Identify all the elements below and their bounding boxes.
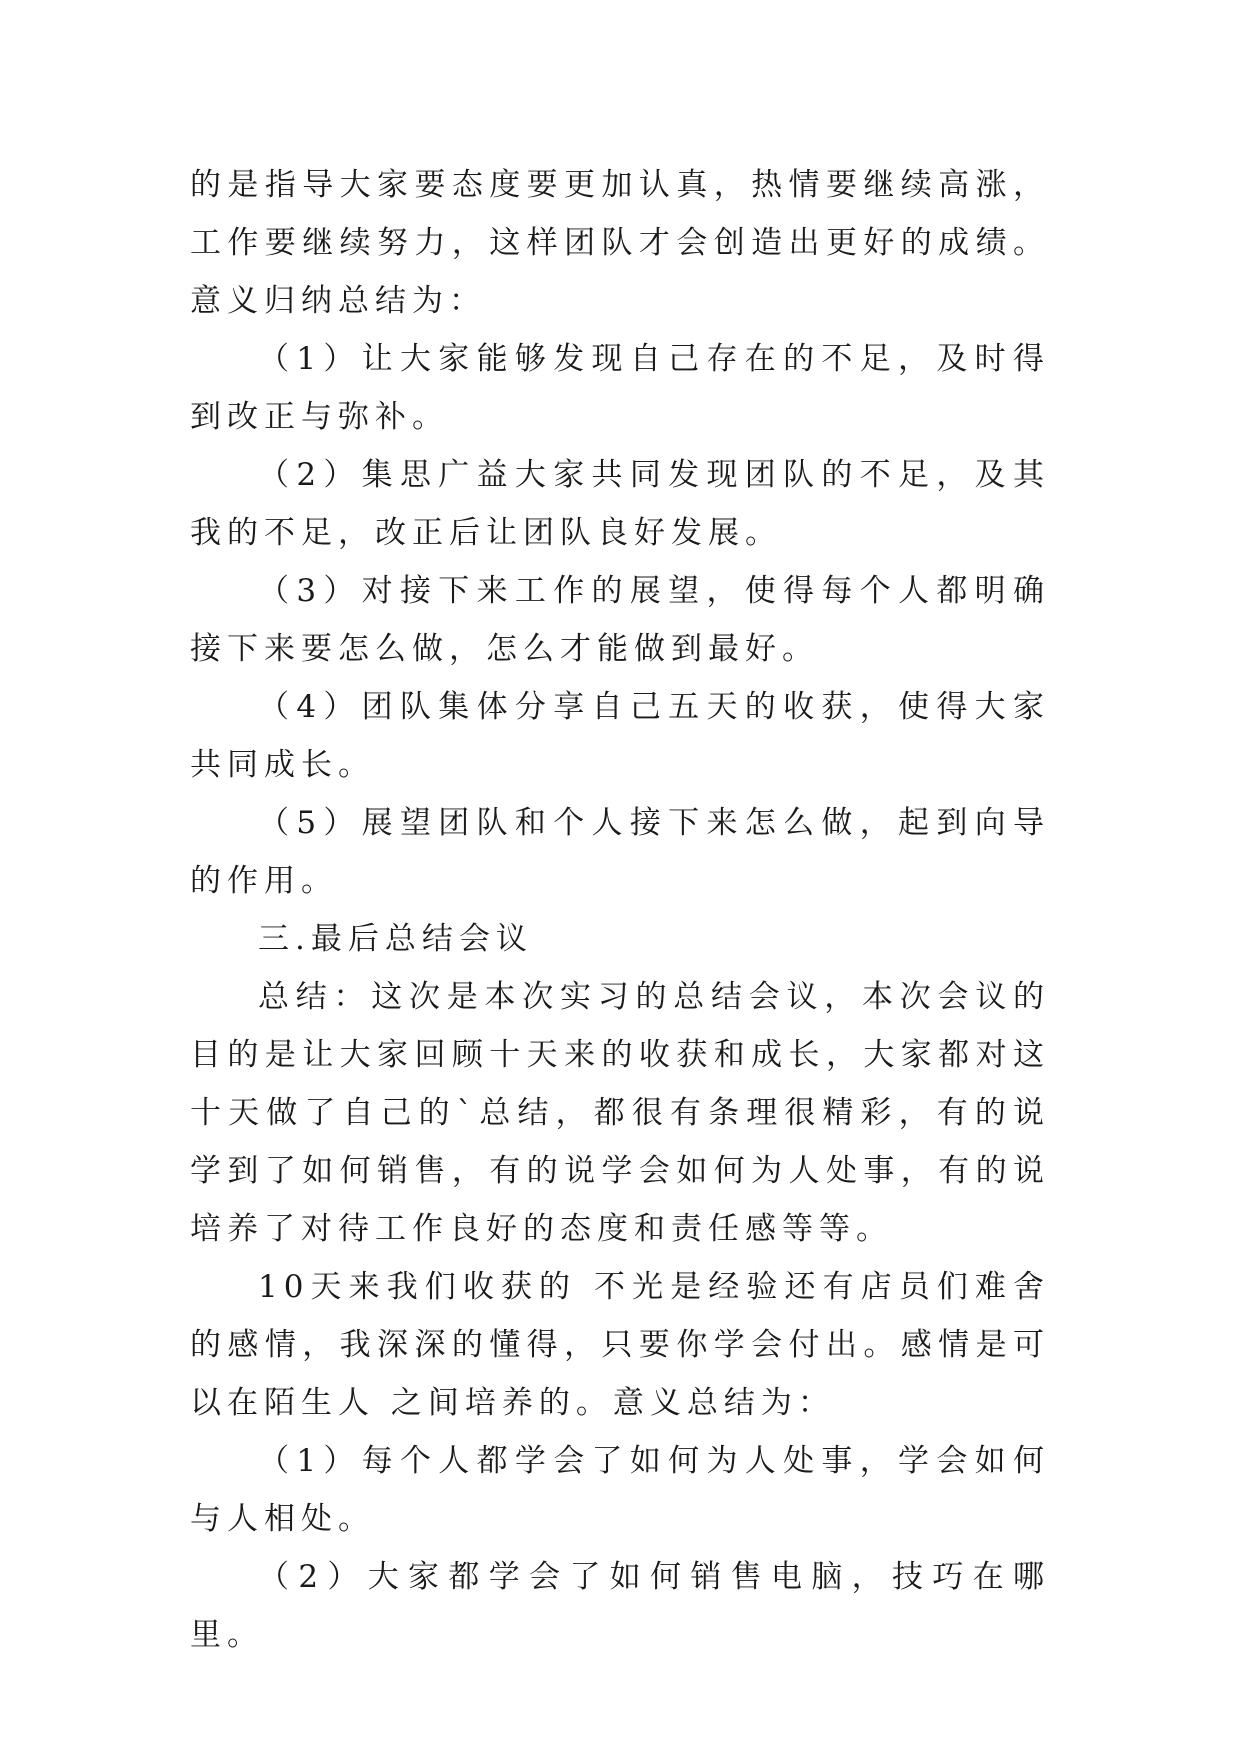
list-item-1: （1）让大家能够发现自己存在的不足，及时得到改正与弥补。 — [190, 341, 1050, 435]
list-item-2: （2）集思广益大家共同发现团队的不足，及其我的不足，改正后让团队良好发展。 — [190, 457, 1050, 551]
list-item-5: （5）展望团队和个人接下来怎么做，起到向导的作用。 — [190, 805, 1050, 899]
reflection-paragraph: 10天来我们收获的 不光是经验还有店员们难舍的感情，我深深的懂得，只要你学会付出。感情是可以在陌生人 之间培养的。意义总结为： — [190, 1269, 1050, 1421]
list-item-4: （4）团队集体分享自己五天的收获，使得大家共同成长。 — [190, 689, 1050, 783]
summary-paragraph: 总结：这次是本次实习的总结会议，本次会议的目的是让大家回顾十天来的收获和成长，大家都对这十天做了自己的`总结，都很有条理很精彩，有的说学到了如何销售，有的说学会如何为人处事，有的说培养了对待工作良好的态度和责任感等等。 — [190, 979, 1050, 1247]
summary-list-item-1: （1）每个人都学会了如何为人处事，学会如何与人相处。 — [190, 1443, 1050, 1537]
list-item-3: （3）对接下来工作的展望，使得每个人都明确接下来要怎么做，怎么才能做到最好。 — [190, 573, 1050, 667]
section-heading: 三.最后总结会议 — [258, 921, 533, 957]
summary-list-item-2: （2）大家都学会了如何销售电脑，技巧在哪里。 — [190, 1559, 1050, 1653]
paragraph-continuation: 的是指导大家要态度要更加认真，热情要继续高涨，工作要继续努力，这样团队才会创造出更好的成绩。意义归纳总结为： — [190, 167, 1050, 319]
document-body — [190, 156, 1050, 1664]
